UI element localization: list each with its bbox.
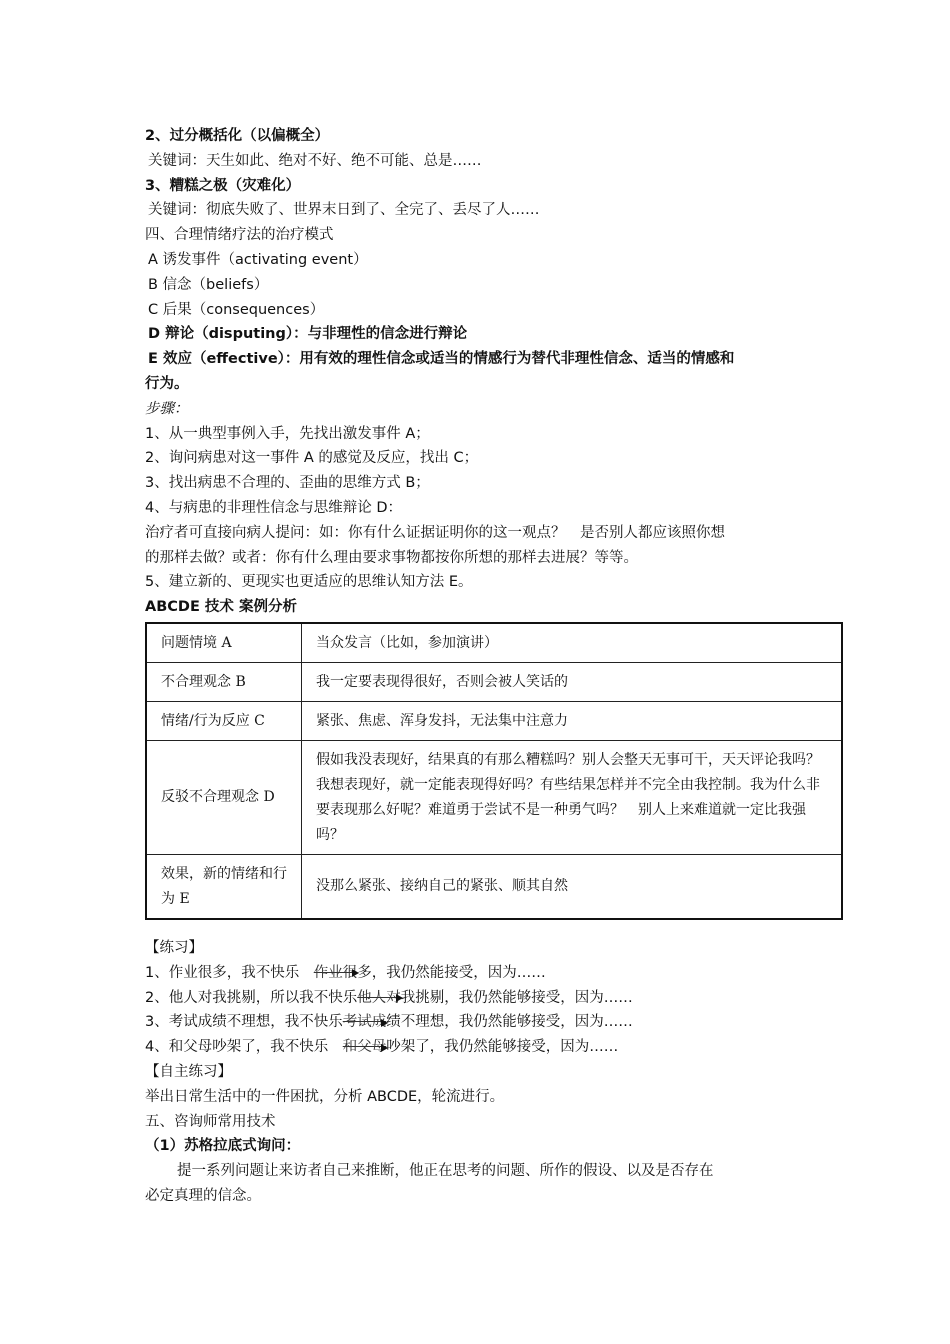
table-row — [146, 855, 842, 919]
self-practice-heading: 【自主练习】 — [145, 1063, 232, 1080]
steps-label: 步骤： — [145, 400, 189, 417]
practice-item-4 — [145, 1035, 825, 1060]
table-key-cell: 问题情境 A — [146, 623, 302, 663]
table-row — [146, 702, 842, 741]
practice-heading: 【练习】 — [145, 939, 203, 956]
model-e-line1: E 效应（effective）：用有效的理性信念或适当的情感行为替代非理性信念、适当的情感和 — [148, 351, 735, 368]
therapist-question-line1: 治疗者可直接向病人提问：如：你有什么证据证明你的这一观点？ 是否别人都应该照你想 — [145, 524, 725, 541]
item3-keywords: 关键词：彻底失败了、世界末日到了、全完了、丢尽了人…… — [148, 202, 540, 219]
model-c: C 后果（consequences） — [148, 301, 325, 318]
socratic-subheading: （1）苏格拉底式询问： — [145, 1138, 301, 1155]
step-3: 3、找出病患不合理的、歪曲的思维方式 B； — [145, 475, 430, 492]
table-value-cell: 没那么紧张、接纳自己的紧张、顺其自然 — [302, 855, 843, 919]
item3-title: 3、糟糕之极（灾难化） — [145, 177, 301, 194]
practice-text-pre: 3、考试成绩不理想，我不快乐 — [145, 1014, 343, 1031]
practice-text-post: 绩不理想，我仍然能够接受，因为…… — [386, 1014, 633, 1031]
section-five-heading: 五、咨询师常用技术 — [145, 1113, 276, 1130]
item2-keywords: 关键词：天生如此、绝对不好、绝不可能、总是…… — [148, 152, 482, 169]
model-e-line2: 行为。 — [145, 375, 189, 392]
document-body — [145, 124, 825, 1209]
socratic-desc-line1: 提一系列问题让来访者自己来推断，他正在思考的问题、所作的假设、以及是否存在 — [177, 1163, 714, 1180]
self-practice-text: 举出日常生活中的一件困扰，分析 ABCDE，轮流进行。 — [145, 1088, 505, 1105]
practice-struck-text: 他人对 — [357, 986, 401, 1011]
practice-item-1 — [145, 961, 825, 986]
practice-text-post: 我挑剔，我仍然能够接受，因为…… — [400, 989, 633, 1006]
practice-text-pre: 1、作业很多，我不快乐 — [145, 964, 300, 981]
case-table-title: ABCDE 技术 案例分析 — [145, 599, 297, 616]
model-b: B 信念（beliefs） — [148, 276, 269, 293]
practice-struck-text: 考试成 — [343, 1010, 387, 1035]
table-key-cell: 情绪/行为反应 C — [146, 702, 302, 741]
step-2: 2、询问病患对这一事件 A 的感觉及反应，找出 C； — [145, 450, 479, 467]
table-row — [146, 741, 842, 855]
practice-struck-text: 作业很 — [314, 961, 358, 986]
section-four-heading: 四、合理情绪疗法的治疗模式 — [145, 227, 334, 244]
table-value-cell: 当众发言（比如，参加演讲） — [302, 623, 843, 663]
table-key-cell: 效果，新的情绪和行为 E — [146, 855, 302, 919]
practice-item-2 — [145, 986, 825, 1011]
item2-title: 2、过分概括化（以偏概全） — [145, 128, 330, 144]
therapist-question-line2: 的那样去做？或者：你有什么理由要求事物都按你所想的那样去进展？等等。 — [145, 549, 638, 566]
practice-item-3 — [145, 1010, 825, 1035]
table-value-cell: 假如我没表现好，结果真的有那么糟糕吗？别人会整天无事可干，天天评论我吗？我想表现好，就一定能表现得好吗？有些结果怎样并不完全由我控制。我为什么非要表现那么好呢？难道勇于尝试不是一种勇气吗？ 别人上来难道就一定比我强吗？ — [302, 741, 843, 855]
step-4: 4、与病患的非理性信念与思维辩论 D： — [145, 499, 402, 516]
model-a: A 诱发事件（activating event） — [148, 251, 368, 268]
table-key-cell: 不合理观念 B — [146, 663, 302, 702]
table-key-cell: 反驳不合理观念 D — [146, 741, 302, 855]
practice-text-pre: 4、和父母吵架了，我不快乐 — [145, 1039, 329, 1056]
abcde-case-table — [145, 622, 843, 920]
practice-text-pre: 2、他人对我挑剔，所以我不快乐 — [145, 989, 358, 1006]
practice-text-post: 吵架了，我仍然能够接受，因为…… — [386, 1039, 619, 1056]
practice-struck-text: 和父母 — [343, 1035, 387, 1060]
step-1: 1、从一典型事例入手，先找出激发事件 A； — [145, 425, 430, 442]
table-row — [146, 663, 842, 702]
practice-text-post: 多，我仍然能接受，因为…… — [357, 964, 546, 981]
socratic-desc-line2: 必定真理的信念。 — [145, 1187, 261, 1204]
table-value-cell: 我一定要表现得很好，否则会被人笑话的 — [302, 663, 843, 702]
step-5: 5、建立新的、更现实也更适应的思维认知方法 E。 — [145, 574, 473, 591]
model-d: D 辩论（disputing）：与非理性的信念进行辩论 — [148, 326, 468, 343]
table-value-cell: 紧张、焦虑、浑身发抖，无法集中注意力 — [302, 702, 843, 741]
table-row — [146, 623, 842, 663]
